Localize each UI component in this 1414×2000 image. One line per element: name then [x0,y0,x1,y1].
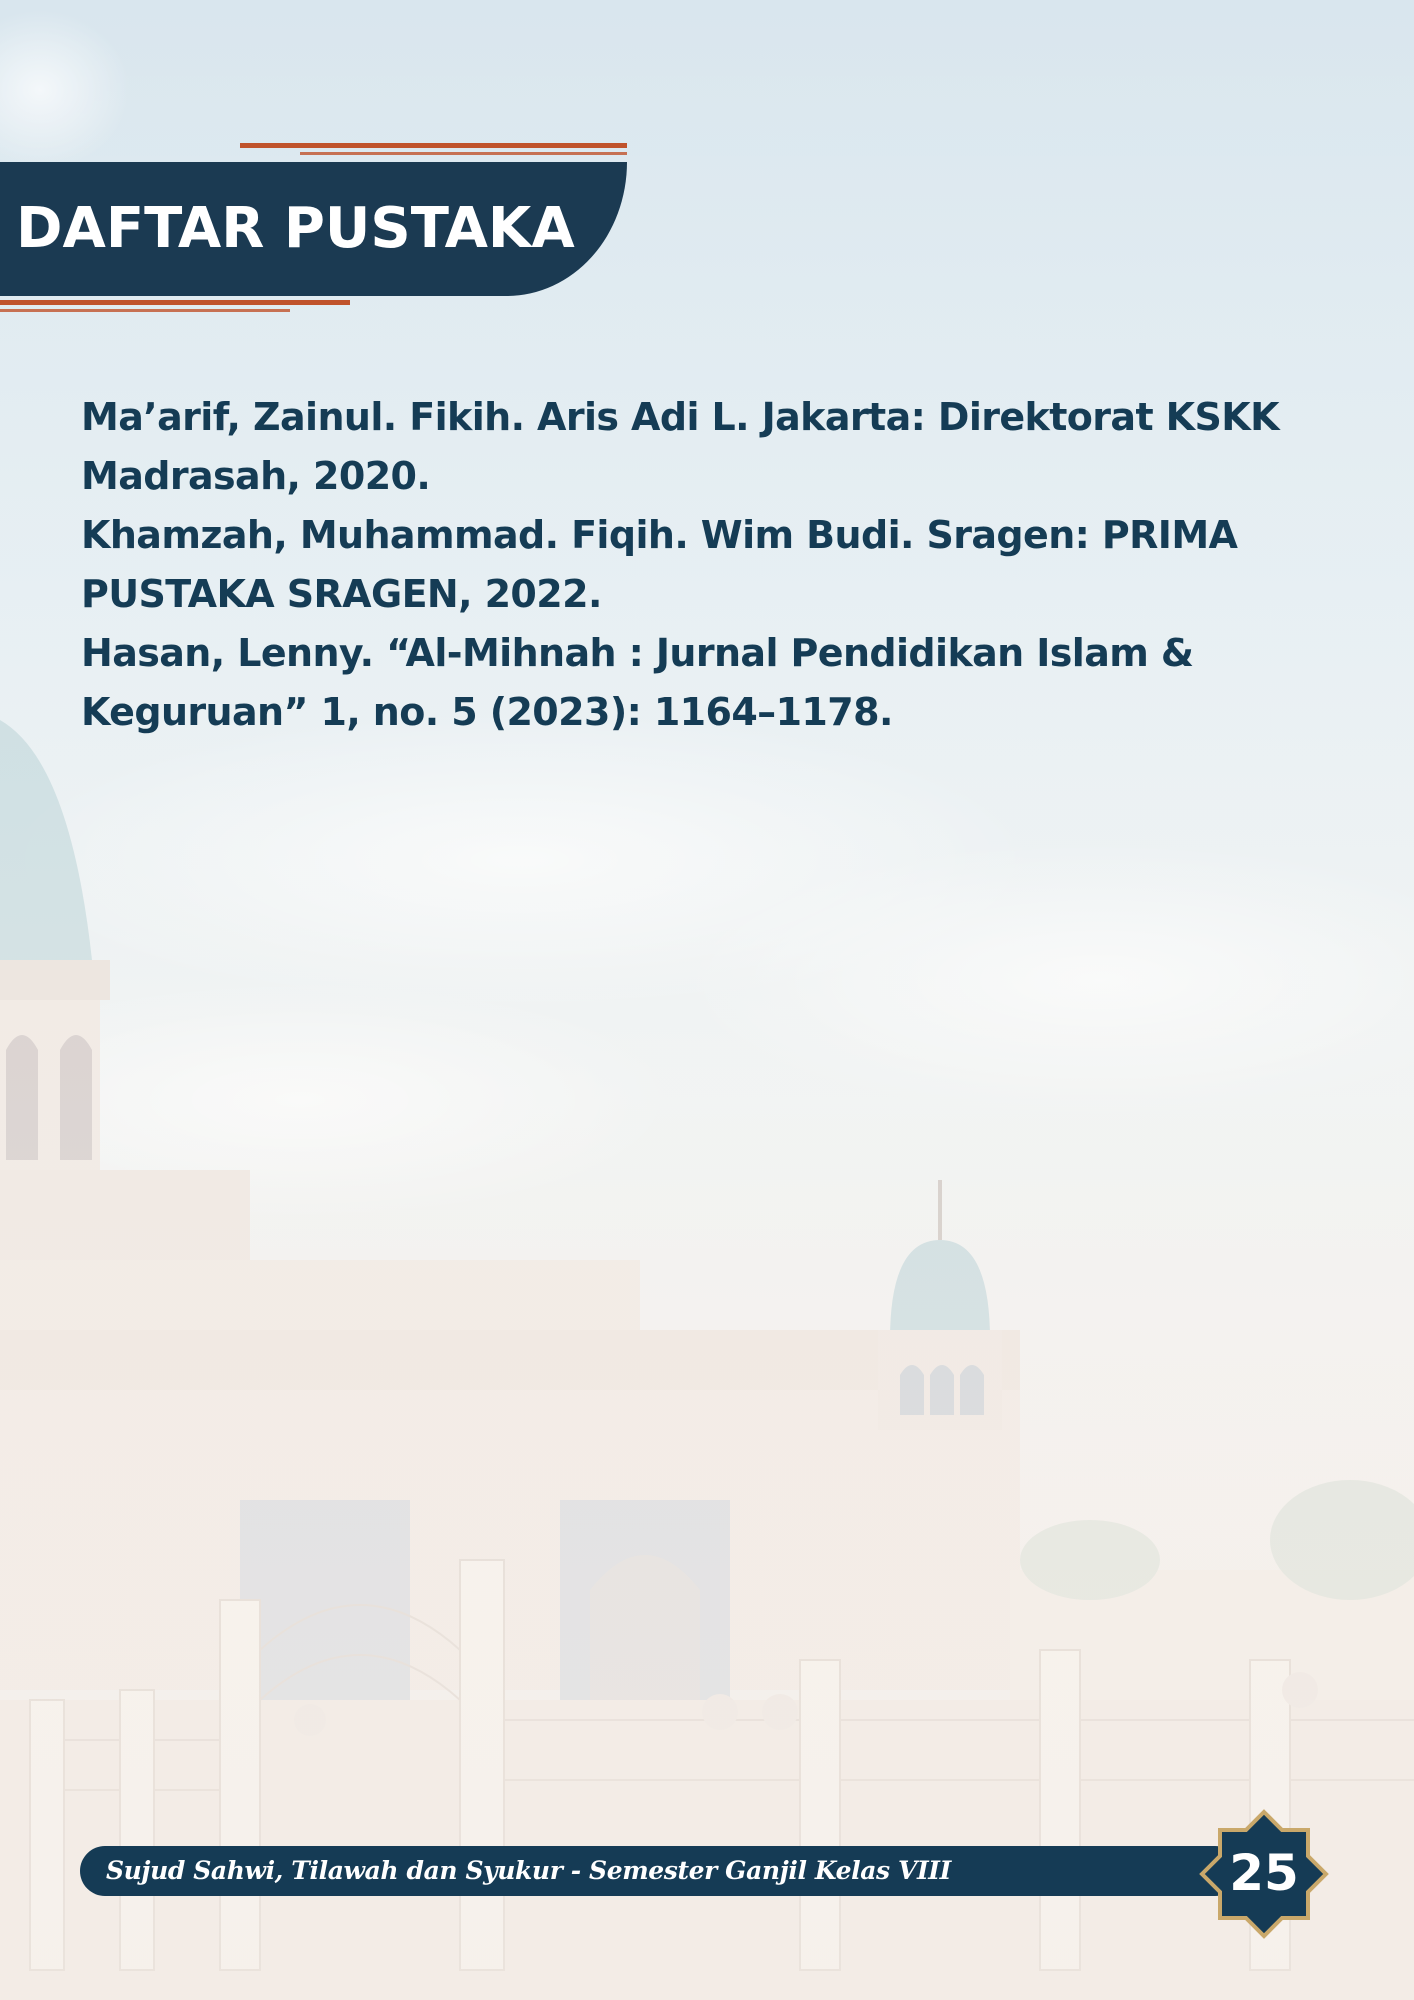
page-title: DAFTAR PUSTAKA [16,196,575,261]
reference-item: Khamzah, Muhammad. Fiqih. Wim Budi. Sragen: PRIMA PUSTAKA SRAGEN, 2022. [81,513,1238,616]
footer-book-title: Sujud Sahwi, Tilawah dan Syukur - Semester Ganjil Kelas VIII [106,1856,951,1885]
page-number: 25 [1229,1844,1299,1902]
reference-item: Ma’arif, Zainul. Fikih. Aris Adi L. Jakarta: Direktorat KSKK Madrasah, 2020. [81,395,1279,498]
reference-item: Hasan, Lenny. “Al-Mihnah : Jurnal Pendidikan Islam & Keguruan” 1, no. 5 (2023): 1164–1178. [81,631,1194,734]
reference-list [81,388,1361,742]
